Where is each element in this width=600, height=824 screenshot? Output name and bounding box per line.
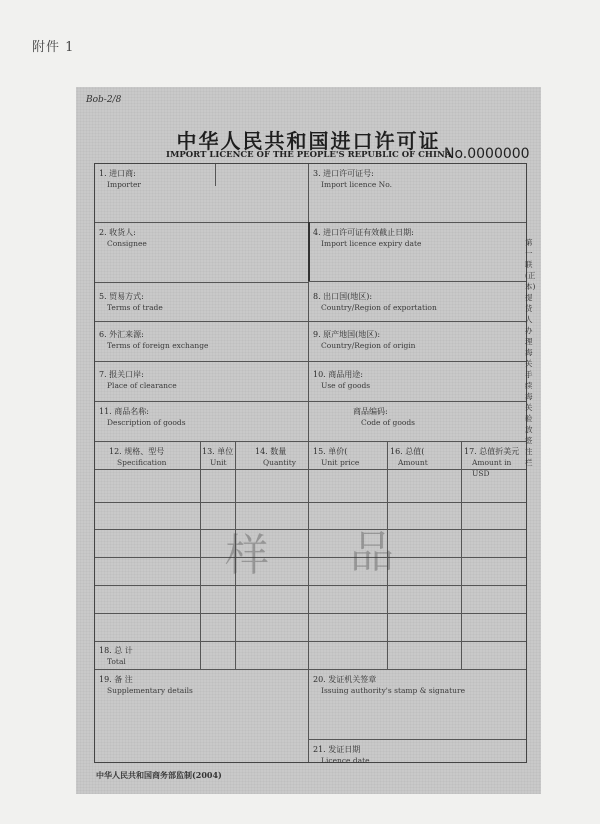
col-amount-usd: 17. 总值折美元 Amount in USD bbox=[464, 447, 520, 478]
grid-line bbox=[461, 441, 462, 669]
handwritten-note: Bob-2/8 bbox=[86, 95, 122, 105]
sample-stamp-char-1: 样 bbox=[225, 530, 269, 581]
field-code-of-goods: 商品编码: Code of goods bbox=[353, 407, 416, 427]
field-place-clearance: 7. 报关口岸: Place of clearance bbox=[99, 370, 177, 390]
field-terms-of-trade: 5. 贸易方式: Terms of trade bbox=[99, 292, 163, 312]
grid-line bbox=[95, 401, 526, 402]
field-issuing-authority: 20. 发证机关签章 Issuing authority's stamp & signature bbox=[313, 675, 466, 695]
field-use-of-goods: 10. 商品用途: Use of goods bbox=[313, 370, 371, 390]
grid-line bbox=[95, 321, 526, 322]
title-chinese: 中华人民共和国进口许可证 bbox=[176, 129, 441, 153]
grid-line bbox=[308, 281, 526, 282]
grid-line bbox=[95, 282, 308, 283]
serial-number: No.0000000 bbox=[444, 146, 530, 162]
field-country-origin: 9. 原产地国(地区): Country/Region of origin bbox=[313, 330, 416, 350]
field-foreign-exchange: 6. 外汇来源: Terms of foreign exchange bbox=[99, 330, 209, 350]
grid-line bbox=[308, 441, 309, 762]
field-country-export: 8. 出口国(地区): Country/Region of exportation bbox=[313, 292, 437, 312]
title-english: IMPORT LICENCE OF THE PEOPLE'S REPUBLIC OF CHINA bbox=[166, 150, 452, 160]
grid-line bbox=[200, 441, 201, 669]
footer-issuer: 中华人民共和国商务部监制(2004) bbox=[96, 770, 222, 780]
grid-line bbox=[95, 222, 526, 223]
field-supplementary: 19. 备 注 Supplementary details bbox=[99, 675, 193, 695]
field-description: 11. 商品名称: Description of goods bbox=[99, 407, 186, 427]
grid-line bbox=[215, 164, 216, 186]
annex-label: 附件 1 bbox=[32, 40, 75, 55]
field-licence-no: 3. 进口许可证号: Import licence No. bbox=[313, 169, 392, 189]
col-specification: 12. 规格、型号 Specification bbox=[109, 447, 167, 467]
field-total: 18. 总 计 Total bbox=[99, 646, 133, 666]
sample-stamp-char-2: 品 bbox=[350, 527, 394, 578]
grid-line bbox=[95, 361, 526, 362]
field-licence-date: 21. 发证日期 Licence date bbox=[313, 745, 370, 765]
grid-line bbox=[95, 669, 526, 670]
field-consignee: 2. 收货人: Consignee bbox=[99, 228, 147, 248]
form-grid bbox=[94, 163, 527, 763]
grid-line bbox=[308, 222, 310, 281]
field-expiry-date: 4. 进口许可证有效截止日期: Import licence expiry date bbox=[313, 228, 422, 248]
col-unit: 13. 单位 Unit bbox=[202, 447, 234, 467]
side-note: 第一联(正本)提货人办理海关手续 海关验放签注栏 bbox=[525, 238, 536, 467]
field-importer: 1. 进口商: Importer bbox=[99, 169, 142, 189]
col-unit-price: 15. 单价( Unit price bbox=[313, 447, 360, 467]
licence-sheet bbox=[76, 87, 541, 794]
col-quantity: 14. 数量 Quantity bbox=[255, 447, 296, 467]
grid-line bbox=[308, 164, 309, 441]
grid-line bbox=[308, 739, 526, 740]
col-amount: 16. 总值( Amount bbox=[390, 447, 428, 467]
